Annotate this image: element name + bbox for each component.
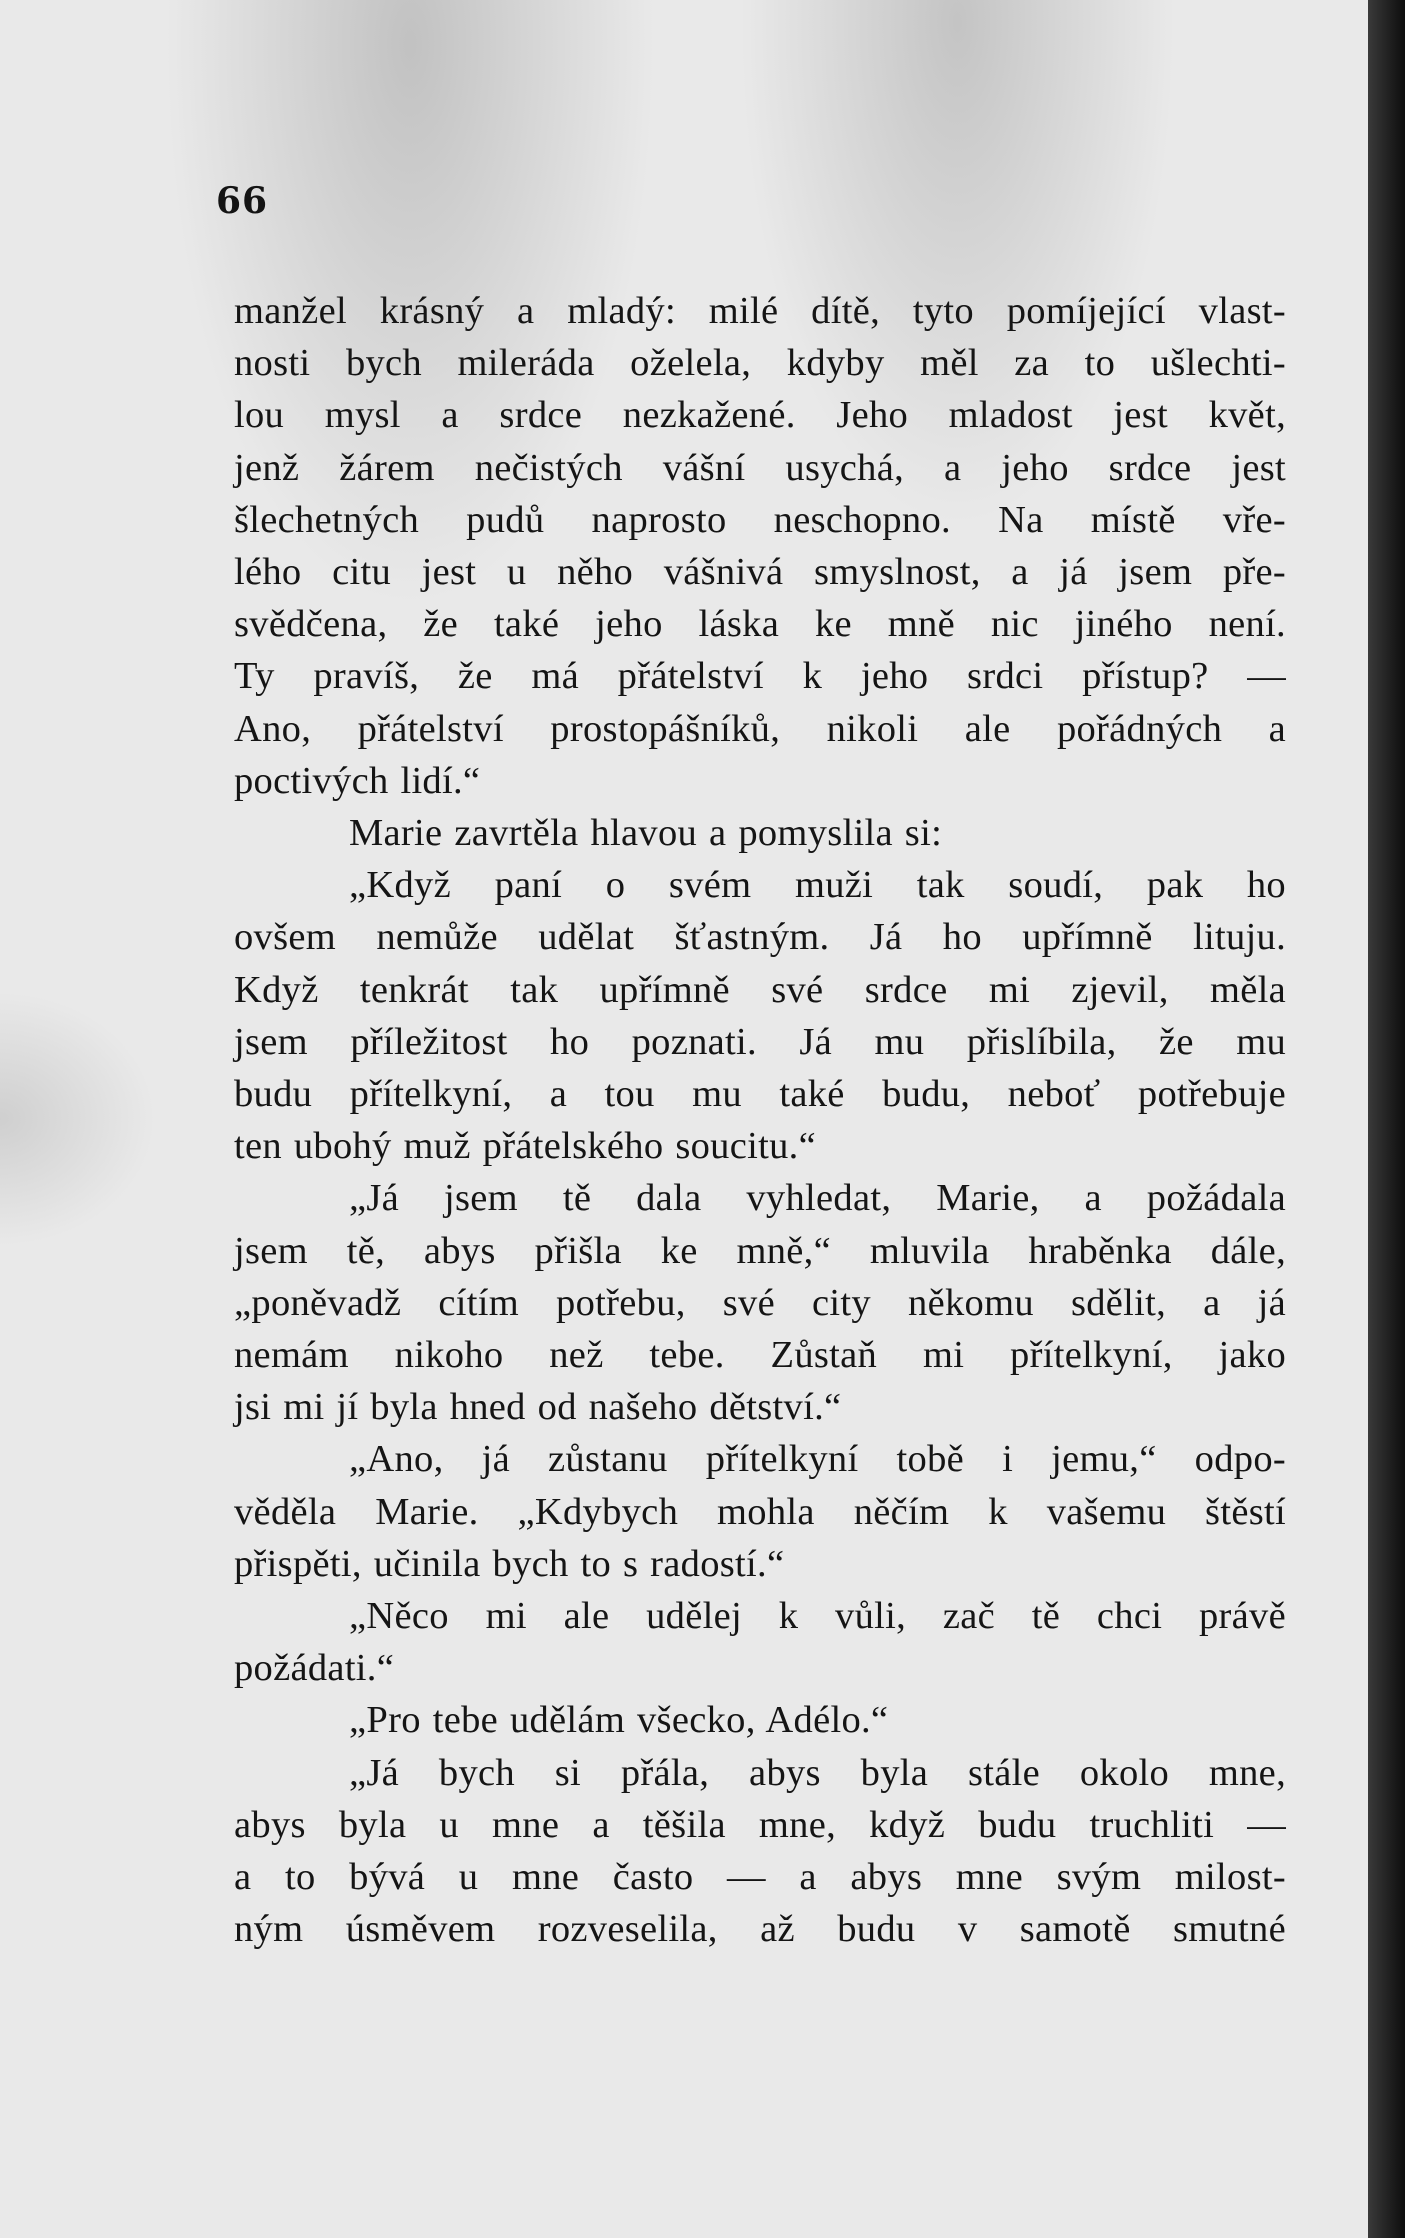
- text-line: ovšem nemůže udělat šťastným. Já ho upřímně lituju.: [234, 916, 1286, 959]
- text-line: „Něco mi ale udělej k vůli, zač tě chci právě: [349, 1595, 1286, 1638]
- text-line: svědčena, že také jeho láska ke mně nic jiného není.: [234, 603, 1286, 646]
- text-line: „Já jsem tě dala vyhledat, Marie, a požádala: [349, 1177, 1286, 1220]
- text-line: poctivých lidí.“: [234, 759, 481, 802]
- text-line: a to bývá u mne často — a abys mne svým milost-: [234, 1856, 1286, 1899]
- text-line: „poněvadž cítím potřebu, své city někomu sdělit, a já: [234, 1281, 1286, 1324]
- text-line: nosti bych mileráda oželela, kdyby měl za to ušlechti-: [234, 342, 1286, 385]
- text-line: šlechetných pudů naprosto neschopno. Na místě vře-: [234, 498, 1286, 541]
- text-line: lou mysl a srdce nezkažené. Jeho mladost jest květ,: [234, 394, 1286, 437]
- text-line: ným úsměvem rozveselila, až budu v samotě smutné: [234, 1908, 1286, 1951]
- text-line: „Když paní o svém muži tak soudí, pak ho: [349, 864, 1286, 907]
- text-line: Ano, přátelství prostopášníků, nikoli ale pořádných a: [234, 707, 1286, 750]
- text-line: jsem tě, abys přišla ke mně,“ mluvila hraběnka dále,: [234, 1229, 1286, 1272]
- text-line: „Já bych si přála, abys byla stále okolo mne,: [349, 1751, 1286, 1794]
- text-line: ten ubohý muž přátelského soucitu.“: [234, 1125, 816, 1168]
- text-line: nemám nikoho než tebe. Zůstaň mi přítelkyní, jako: [234, 1334, 1286, 1377]
- body-text: [234, 285, 1286, 1956]
- text-line: jsi mi jí byla hned od našeho dětství.“: [234, 1386, 842, 1429]
- text-line: věděla Marie. „Kdybych mohla něčím k vašemu štěstí: [234, 1490, 1286, 1533]
- text-line: „Pro tebe udělám všecko, Adélo.“: [349, 1699, 889, 1742]
- text-line: manžel krásný a mladý: milé dítě, tyto pomíjející vlast-: [234, 290, 1286, 332]
- text-line: Ty pravíš, že má přátelství k jeho srdci přístup? —: [234, 655, 1286, 698]
- text-line: budu přítelkyní, a tou mu také budu, neboť potřebuje: [234, 1073, 1286, 1116]
- text-line: „Ano, já zůstanu přítelkyní tobě i jemu,“ odpo-: [349, 1438, 1286, 1481]
- text-line: Když tenkrát tak upřímně své srdce mi zjevil, měla: [234, 968, 1286, 1011]
- text-line: lého citu jest u něho vášnivá smyslnost, a já jsem pře-: [234, 551, 1286, 594]
- text-line: jsem příležitost ho poznati. Já mu přislíbila, že mu: [234, 1020, 1286, 1063]
- text-line: přispěti, učinila bych to s radostí.“: [234, 1542, 785, 1585]
- text-line: požádati.“: [234, 1647, 395, 1690]
- scan-edge: [1368, 0, 1405, 2238]
- text-line: jenž žárem nečistých vášní usychá, a jeho srdce jest: [234, 446, 1286, 489]
- text-line: Marie zavrtěla hlavou a pomyslila si:: [349, 812, 943, 855]
- page-number: 66: [216, 180, 269, 222]
- text-line: abys byla u mne a těšila mne, když budu truchliti —: [234, 1803, 1286, 1846]
